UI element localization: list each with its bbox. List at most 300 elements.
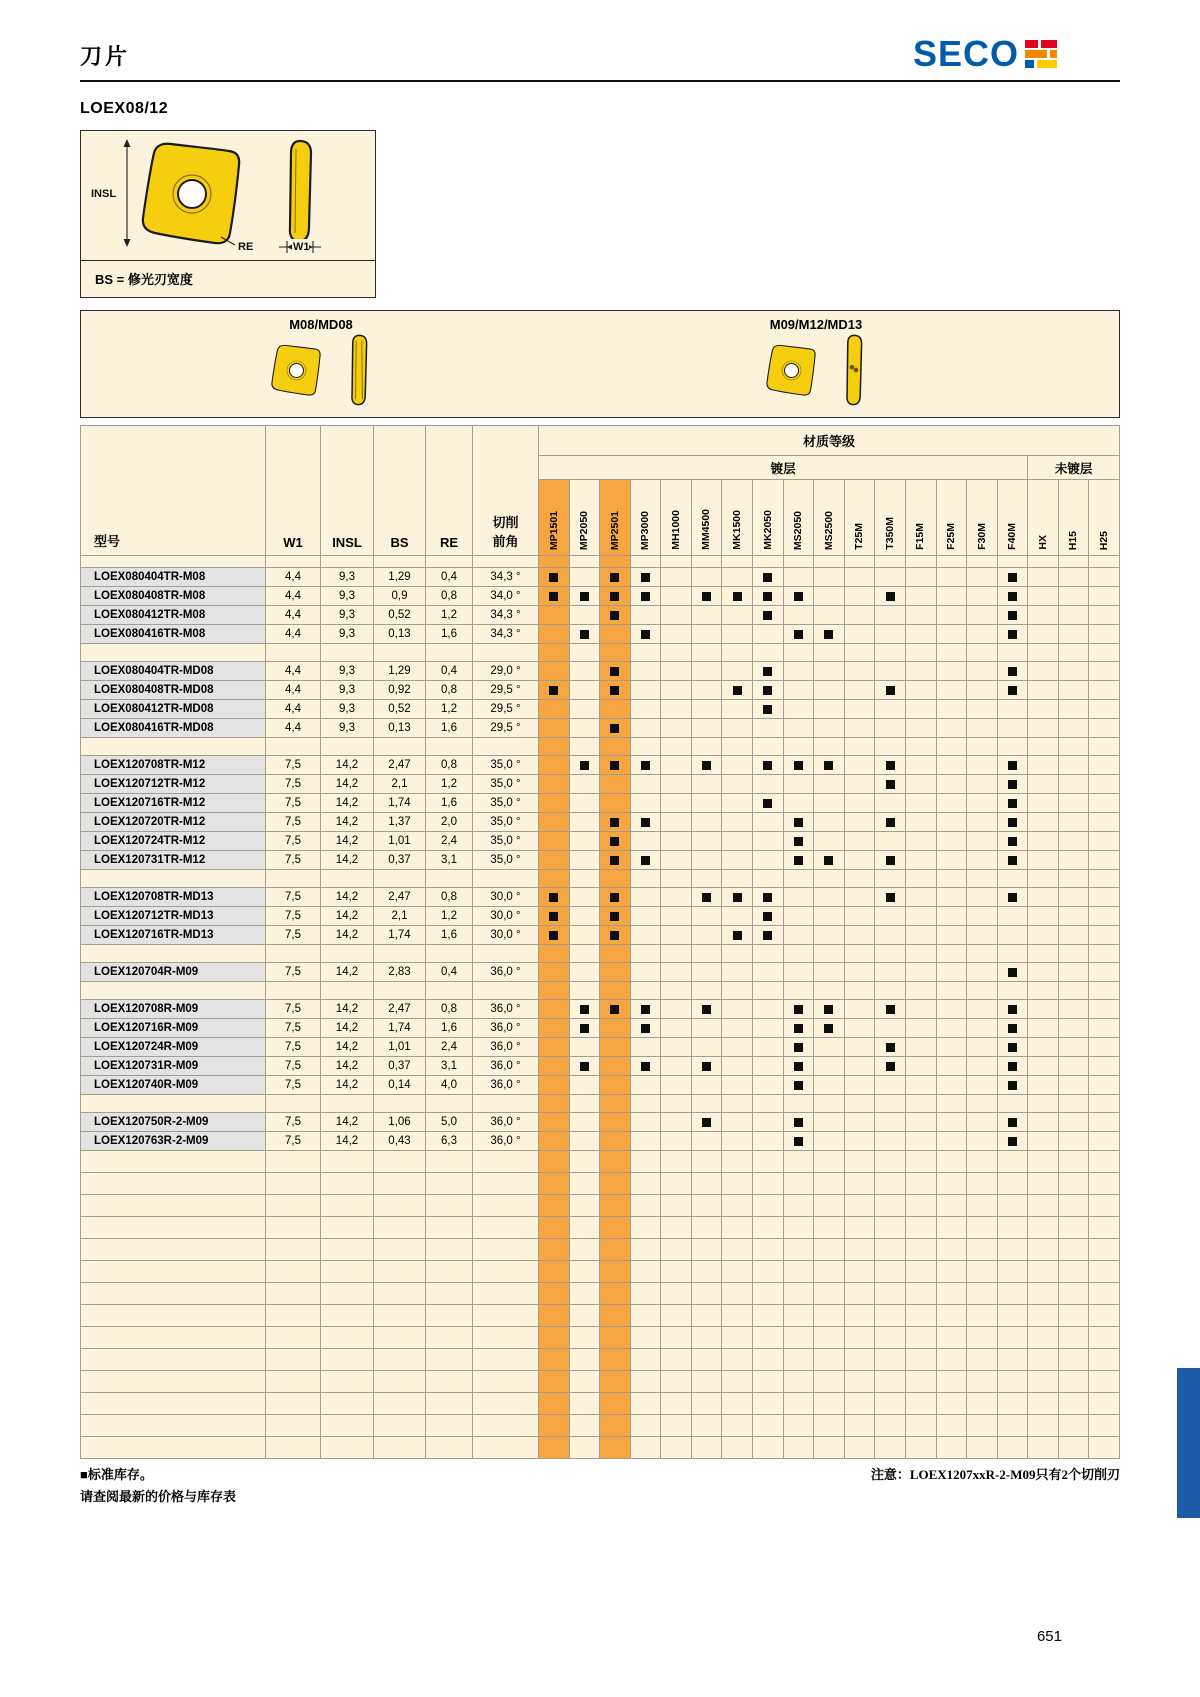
stock-cell-MK1500 bbox=[722, 756, 753, 775]
grade-col-label: MP2050 bbox=[578, 510, 591, 550]
empty-cell bbox=[691, 1195, 722, 1217]
empty-cell bbox=[783, 556, 814, 568]
stock-cell-MP2050 bbox=[569, 1132, 600, 1151]
stock-cell-T25M bbox=[844, 719, 875, 738]
empty-cell bbox=[722, 1349, 753, 1371]
stock-cell-MS2500 bbox=[814, 1019, 845, 1038]
empty-cell bbox=[1089, 1151, 1120, 1173]
stock-cell-F25M bbox=[936, 719, 967, 738]
empty-cell bbox=[722, 1095, 753, 1113]
empty-cell bbox=[967, 1305, 998, 1327]
stock-square bbox=[1008, 1005, 1017, 1014]
grade-col-label: H25 bbox=[1097, 530, 1110, 550]
stock-cell-MP3000 bbox=[630, 888, 661, 907]
variant-m08 bbox=[211, 317, 431, 406]
spacer-row bbox=[81, 644, 1120, 662]
insert-row bbox=[81, 681, 1120, 700]
model-cell: LOEX120704R-M09 bbox=[81, 963, 266, 982]
w1-cell: 7,5 bbox=[266, 926, 321, 945]
empty-cell bbox=[753, 1415, 784, 1437]
empty-cell bbox=[1089, 1415, 1120, 1437]
stock-cell-MM4500 bbox=[691, 1132, 722, 1151]
stock-cell-HX bbox=[1028, 587, 1059, 606]
stock-cell-MH1000 bbox=[661, 662, 692, 681]
empty-cell bbox=[569, 1327, 600, 1349]
stock-cell-MK1500 bbox=[722, 700, 753, 719]
grade-col-HX bbox=[1028, 480, 1059, 556]
rake-cell: 36,0 ° bbox=[473, 1038, 539, 1057]
stock-cell-F25M bbox=[936, 832, 967, 851]
empty-cell bbox=[875, 1305, 906, 1327]
empty-cell bbox=[905, 1151, 936, 1173]
stock-cell-MP2050 bbox=[569, 625, 600, 644]
grade-col-label: MH1000 bbox=[669, 510, 682, 550]
model-cell: LOEX080404TR-MD08 bbox=[81, 662, 266, 681]
stock-square bbox=[886, 592, 895, 601]
insert-photo-front-m09 bbox=[766, 334, 816, 406]
stock-cell-MH1000 bbox=[661, 606, 692, 625]
empty-cell bbox=[266, 1437, 321, 1459]
stock-cell-T25M bbox=[844, 1000, 875, 1019]
empty-cell bbox=[875, 1151, 906, 1173]
stock-square bbox=[580, 630, 589, 639]
bs-cell: 0,13 bbox=[374, 625, 426, 644]
empty-cell bbox=[81, 1437, 266, 1459]
stock-square bbox=[1008, 1024, 1017, 1033]
stock-cell-F15M bbox=[905, 907, 936, 926]
stock-cell-MP3000 bbox=[630, 719, 661, 738]
stock-square bbox=[794, 1005, 803, 1014]
seco-logo-mark-icon bbox=[1025, 39, 1057, 69]
empty-cell bbox=[426, 1327, 473, 1349]
stock-cell-MK2050 bbox=[753, 681, 784, 700]
empty-cell bbox=[905, 1195, 936, 1217]
stock-cell-MM4500 bbox=[691, 568, 722, 587]
stock-cell-MP1501 bbox=[539, 700, 570, 719]
rake-cell: 35,0 ° bbox=[473, 794, 539, 813]
stock-cell-F40M bbox=[997, 851, 1028, 870]
empty-cell bbox=[997, 945, 1028, 963]
insl-cell: 9,3 bbox=[321, 568, 374, 587]
empty-cell bbox=[997, 1415, 1028, 1437]
empty-cell bbox=[997, 1261, 1028, 1283]
seco-logo-text: SECO bbox=[912, 33, 1019, 74]
stock-cell-H15 bbox=[1058, 1057, 1089, 1076]
stock-cell-H25 bbox=[1089, 700, 1120, 719]
stock-cell-MP3000 bbox=[630, 1000, 661, 1019]
empty-cell bbox=[1058, 644, 1089, 662]
stock-cell-MP3000 bbox=[630, 681, 661, 700]
empty-cell bbox=[81, 1195, 266, 1217]
empty-cell bbox=[81, 1095, 266, 1113]
stock-square bbox=[641, 1062, 650, 1071]
model-cell: LOEX080416TR-M08 bbox=[81, 625, 266, 644]
stock-cell-MK2050 bbox=[753, 832, 784, 851]
rake-cell: 29,5 ° bbox=[473, 719, 539, 738]
stock-cell-F25M bbox=[936, 756, 967, 775]
re-cell: 1,6 bbox=[426, 1019, 473, 1038]
empty-cell bbox=[1028, 1173, 1059, 1195]
stock-cell-MH1000 bbox=[661, 907, 692, 926]
empty-cell bbox=[844, 1217, 875, 1239]
stock-cell-MP1501 bbox=[539, 1019, 570, 1038]
empty-cell bbox=[967, 945, 998, 963]
empty-cell bbox=[875, 1195, 906, 1217]
empty-cell bbox=[753, 870, 784, 888]
stock-cell-F25M bbox=[936, 587, 967, 606]
empty-cell bbox=[753, 556, 784, 568]
empty-cell bbox=[1028, 644, 1059, 662]
stock-square bbox=[886, 1043, 895, 1052]
stock-cell-T350M bbox=[875, 662, 906, 681]
empty-cell bbox=[539, 556, 570, 568]
empty-cell bbox=[1089, 1283, 1120, 1305]
stock-cell-T350M bbox=[875, 813, 906, 832]
stock-cell-T25M bbox=[844, 756, 875, 775]
empty-cell bbox=[569, 870, 600, 888]
stock-cell-MP1501 bbox=[539, 1038, 570, 1057]
stock-cell-MS2500 bbox=[814, 963, 845, 982]
empty-cell bbox=[814, 1393, 845, 1415]
stock-cell-MP2050 bbox=[569, 1019, 600, 1038]
empty-cell bbox=[722, 1415, 753, 1437]
stock-square bbox=[1008, 1062, 1017, 1071]
empty-cell bbox=[600, 1437, 631, 1459]
empty-cell bbox=[600, 1217, 631, 1239]
stock-cell-MP3000 bbox=[630, 1057, 661, 1076]
empty-cell bbox=[426, 1437, 473, 1459]
stock-cell-F25M bbox=[936, 813, 967, 832]
stock-cell-F30M bbox=[967, 1000, 998, 1019]
empty-cell bbox=[321, 870, 374, 888]
empty-cell bbox=[905, 1393, 936, 1415]
stock-cell-MP3000 bbox=[630, 756, 661, 775]
stock-cell-T25M bbox=[844, 568, 875, 587]
empty-cell bbox=[321, 1327, 374, 1349]
stock-cell-MH1000 bbox=[661, 681, 692, 700]
empty-cell bbox=[630, 1305, 661, 1327]
stock-cell-H25 bbox=[1089, 1076, 1120, 1095]
empty-cell bbox=[936, 738, 967, 756]
empty-cell bbox=[374, 1349, 426, 1371]
stock-cell-MP2501 bbox=[600, 926, 631, 945]
stock-square bbox=[794, 592, 803, 601]
stock-cell-MP2050 bbox=[569, 1000, 600, 1019]
stock-square bbox=[763, 592, 772, 601]
empty-cell bbox=[539, 1371, 570, 1393]
empty-cell bbox=[722, 1371, 753, 1393]
stock-cell-MK2050 bbox=[753, 794, 784, 813]
empty-cell bbox=[967, 1393, 998, 1415]
empty-cell bbox=[997, 982, 1028, 1000]
empty-cell bbox=[905, 644, 936, 662]
bs-cell: 0,13 bbox=[374, 719, 426, 738]
empty-cell bbox=[630, 1095, 661, 1113]
empty-cell bbox=[630, 738, 661, 756]
empty-cell bbox=[1089, 1239, 1120, 1261]
empty-cell bbox=[1058, 982, 1089, 1000]
empty-cell bbox=[426, 1393, 473, 1415]
stock-cell-MH1000 bbox=[661, 775, 692, 794]
rake-cell: 34,0 ° bbox=[473, 587, 539, 606]
empty-cell bbox=[722, 1261, 753, 1283]
stock-square bbox=[610, 573, 619, 582]
empty-cell bbox=[81, 870, 266, 888]
stock-cell-MK2050 bbox=[753, 587, 784, 606]
insert-photo-side-m09 bbox=[842, 334, 866, 406]
empty-cell bbox=[539, 982, 570, 1000]
empty-cell bbox=[875, 644, 906, 662]
empty-cell bbox=[967, 1173, 998, 1195]
empty-cell bbox=[569, 1415, 600, 1437]
re-cell: 1,2 bbox=[426, 775, 473, 794]
empty-cell bbox=[266, 556, 321, 568]
empty-cell bbox=[1028, 1327, 1059, 1349]
stock-cell-MP1501 bbox=[539, 756, 570, 775]
empty-cell bbox=[661, 644, 692, 662]
empty-cell bbox=[569, 1151, 600, 1173]
empty-row bbox=[81, 1305, 1120, 1327]
stock-cell-MS2500 bbox=[814, 606, 845, 625]
empty-cell bbox=[814, 1283, 845, 1305]
empty-cell bbox=[691, 1305, 722, 1327]
stock-square bbox=[824, 1005, 833, 1014]
stock-cell-MP3000 bbox=[630, 1076, 661, 1095]
model-cell: LOEX120731R-M09 bbox=[81, 1057, 266, 1076]
stock-cell-MP3000 bbox=[630, 813, 661, 832]
empty-cell bbox=[569, 1305, 600, 1327]
empty-cell bbox=[569, 1239, 600, 1261]
grade-col-F30M bbox=[967, 480, 998, 556]
empty-cell bbox=[875, 1095, 906, 1113]
stock-square bbox=[1008, 667, 1017, 676]
empty-cell bbox=[1058, 556, 1089, 568]
stock-cell-F40M bbox=[997, 888, 1028, 907]
stock-square bbox=[794, 1118, 803, 1127]
empty-cell bbox=[1089, 1173, 1120, 1195]
stock-cell-MK2050 bbox=[753, 1019, 784, 1038]
rake-cell: 35,0 ° bbox=[473, 851, 539, 870]
empty-cell bbox=[539, 1217, 570, 1239]
empty-cell bbox=[814, 556, 845, 568]
empty-cell bbox=[997, 1095, 1028, 1113]
empty-cell bbox=[967, 1437, 998, 1459]
stock-cell-MP2501 bbox=[600, 756, 631, 775]
col-header-w1: W1 bbox=[266, 426, 321, 556]
stock-cell-F30M bbox=[967, 1057, 998, 1076]
stock-cell-MK2050 bbox=[753, 606, 784, 625]
w1-cell: 7,5 bbox=[266, 851, 321, 870]
empty-cell bbox=[661, 1437, 692, 1459]
empty-cell bbox=[600, 1371, 631, 1393]
seco-logo bbox=[912, 33, 1057, 74]
stock-cell-MP3000 bbox=[630, 851, 661, 870]
empty-cell bbox=[814, 1239, 845, 1261]
empty-cell bbox=[426, 1173, 473, 1195]
empty-cell bbox=[321, 1195, 374, 1217]
stock-cell-F15M bbox=[905, 1113, 936, 1132]
grade-col-MP2050 bbox=[569, 480, 600, 556]
stock-square bbox=[610, 818, 619, 827]
empty-cell bbox=[1089, 870, 1120, 888]
empty-cell bbox=[814, 1437, 845, 1459]
stock-cell-MK1500 bbox=[722, 851, 753, 870]
stock-cell-H25 bbox=[1089, 963, 1120, 982]
grade-group-header: 材质等级 bbox=[539, 426, 1120, 456]
insl-cell: 14,2 bbox=[321, 1000, 374, 1019]
stock-square bbox=[610, 592, 619, 601]
stock-cell-MK2050 bbox=[753, 926, 784, 945]
stock-cell-MS2500 bbox=[814, 719, 845, 738]
stock-cell-MP2501 bbox=[600, 775, 631, 794]
grade-col-label: MK1500 bbox=[731, 510, 743, 550]
empty-cell bbox=[875, 1283, 906, 1305]
empty-cell bbox=[374, 1239, 426, 1261]
empty-cell bbox=[783, 1217, 814, 1239]
stock-cell-H15 bbox=[1058, 1000, 1089, 1019]
bs-cell: 0,9 bbox=[374, 587, 426, 606]
bs-cell: 2,83 bbox=[374, 963, 426, 982]
empty-cell bbox=[569, 1173, 600, 1195]
stock-cell-MP3000 bbox=[630, 926, 661, 945]
stock-cell-F15M bbox=[905, 813, 936, 832]
stock-cell-MP3000 bbox=[630, 907, 661, 926]
empty-cell bbox=[661, 1239, 692, 1261]
stock-cell-MP2501 bbox=[600, 662, 631, 681]
stock-square bbox=[794, 1062, 803, 1071]
bs-cell: 1,01 bbox=[374, 832, 426, 851]
stock-cell-MP1501 bbox=[539, 1132, 570, 1151]
bs-cell: 2,1 bbox=[374, 907, 426, 926]
grade-col-label: MP1501 bbox=[547, 510, 560, 550]
stock-square bbox=[733, 686, 742, 695]
re-cell: 1,2 bbox=[426, 700, 473, 719]
stock-cell-F40M bbox=[997, 1132, 1028, 1151]
empty-cell bbox=[321, 1349, 374, 1371]
empty-cell bbox=[321, 1095, 374, 1113]
stock-cell-F40M bbox=[997, 1019, 1028, 1038]
w1-cell: 7,5 bbox=[266, 775, 321, 794]
variant-m08-label: M08/MD08 bbox=[289, 317, 353, 332]
empty-cell bbox=[783, 982, 814, 1000]
rake-cell: 35,0 ° bbox=[473, 832, 539, 851]
empty-cell bbox=[600, 1305, 631, 1327]
empty-cell bbox=[753, 1283, 784, 1305]
empty-cell bbox=[875, 556, 906, 568]
empty-cell bbox=[473, 1195, 539, 1217]
stock-cell-F15M bbox=[905, 1057, 936, 1076]
stock-square bbox=[549, 592, 558, 601]
stock-cell-MS2050 bbox=[783, 775, 814, 794]
stock-cell-F25M bbox=[936, 963, 967, 982]
grade-col-T350M bbox=[875, 480, 906, 556]
empty-cell bbox=[539, 870, 570, 888]
insert-row bbox=[81, 1132, 1120, 1151]
empty-cell bbox=[783, 1327, 814, 1349]
empty-cell bbox=[473, 1095, 539, 1113]
stock-cell-F25M bbox=[936, 662, 967, 681]
stock-cell-F15M bbox=[905, 568, 936, 587]
grade-col-H15 bbox=[1058, 480, 1089, 556]
empty-cell bbox=[875, 1349, 906, 1371]
stock-cell-MP2501 bbox=[600, 606, 631, 625]
insl-cell: 14,2 bbox=[321, 1019, 374, 1038]
stock-cell-MM4500 bbox=[691, 625, 722, 644]
empty-cell bbox=[321, 1305, 374, 1327]
stock-cell-MS2050 bbox=[783, 907, 814, 926]
stock-cell-MP2501 bbox=[600, 907, 631, 926]
stock-cell-T350M bbox=[875, 587, 906, 606]
empty-cell bbox=[266, 945, 321, 963]
empty-cell bbox=[814, 1173, 845, 1195]
empty-cell bbox=[905, 870, 936, 888]
stock-square bbox=[763, 912, 772, 921]
empty-cell bbox=[875, 738, 906, 756]
stock-cell-MP2050 bbox=[569, 662, 600, 681]
stock-square bbox=[794, 630, 803, 639]
stock-cell-MP3000 bbox=[630, 662, 661, 681]
empty-cell bbox=[905, 1415, 936, 1437]
stock-square bbox=[1008, 893, 1017, 902]
empty-cell bbox=[844, 982, 875, 1000]
empty-cell bbox=[321, 1217, 374, 1239]
stock-square bbox=[794, 1024, 803, 1033]
empty-cell bbox=[753, 1151, 784, 1173]
empty-cell bbox=[1058, 1217, 1089, 1239]
empty-cell bbox=[321, 1261, 374, 1283]
re-cell: 2,0 bbox=[426, 813, 473, 832]
stock-square bbox=[824, 761, 833, 770]
empty-cell bbox=[1089, 556, 1120, 568]
empty-cell bbox=[321, 1151, 374, 1173]
empty-cell bbox=[875, 1173, 906, 1195]
stock-cell-MK1500 bbox=[722, 625, 753, 644]
empty-cell bbox=[844, 738, 875, 756]
stock-cell-MP2501 bbox=[600, 1000, 631, 1019]
empty-cell bbox=[875, 870, 906, 888]
stock-cell-T350M bbox=[875, 794, 906, 813]
empty-cell bbox=[1089, 1327, 1120, 1349]
stock-cell-F25M bbox=[936, 606, 967, 625]
stock-cell-F30M bbox=[967, 963, 998, 982]
insl-cell: 14,2 bbox=[321, 963, 374, 982]
empty-cell bbox=[1089, 945, 1120, 963]
stock-cell-MP2501 bbox=[600, 625, 631, 644]
empty-cell bbox=[661, 982, 692, 1000]
grade-col-MH1000 bbox=[661, 480, 692, 556]
stock-cell-F40M bbox=[997, 719, 1028, 738]
stock-square bbox=[886, 818, 895, 827]
re-cell: 5,0 bbox=[426, 1113, 473, 1132]
stock-cell-MP3000 bbox=[630, 700, 661, 719]
w1-cell: 7,5 bbox=[266, 1132, 321, 1151]
model-cell: LOEX120716TR-MD13 bbox=[81, 926, 266, 945]
spacer-row bbox=[81, 945, 1120, 963]
empty-cell bbox=[844, 1239, 875, 1261]
stock-square bbox=[1008, 761, 1017, 770]
empty-cell bbox=[1058, 1349, 1089, 1371]
empty-cell bbox=[1028, 738, 1059, 756]
model-cell: LOEX120763R-2-M09 bbox=[81, 1132, 266, 1151]
empty-cell bbox=[691, 1283, 722, 1305]
insl-cell: 14,2 bbox=[321, 794, 374, 813]
stock-cell-HX bbox=[1028, 851, 1059, 870]
empty-cell bbox=[1089, 982, 1120, 1000]
stock-cell-MK2050 bbox=[753, 568, 784, 587]
empty-cell bbox=[997, 1173, 1028, 1195]
empty-cell bbox=[473, 1305, 539, 1327]
stock-cell-MP2050 bbox=[569, 794, 600, 813]
